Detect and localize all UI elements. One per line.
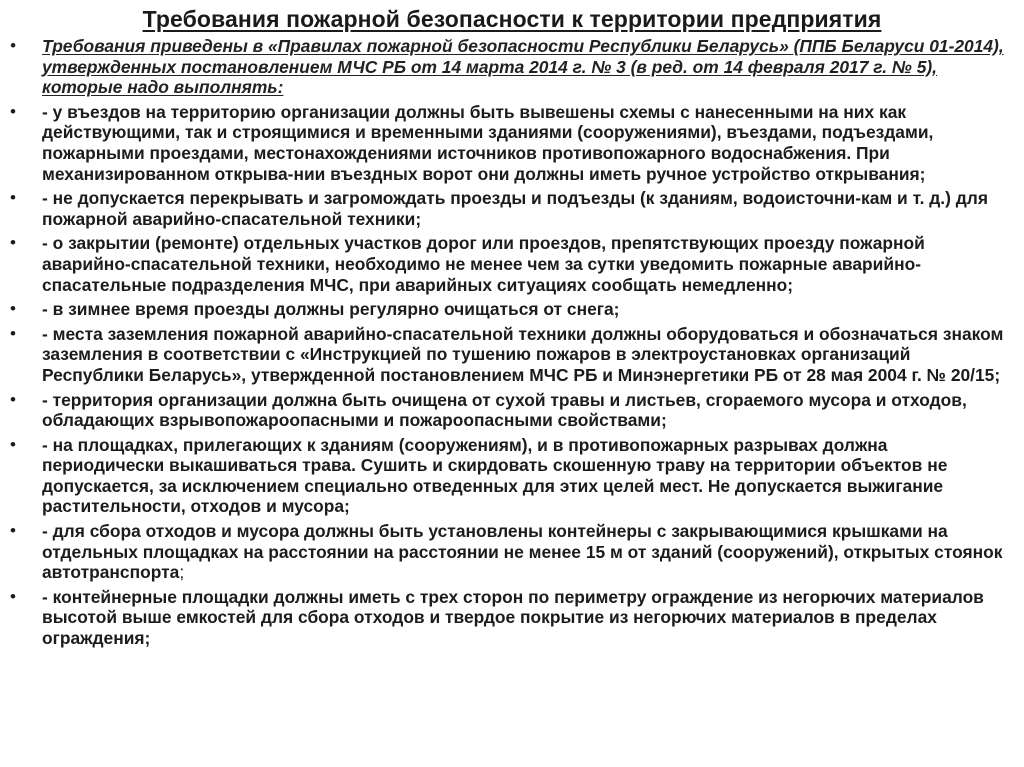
bullet-icon: • (10, 521, 16, 541)
slide-title: Требования пожарной безопасности к территории предприятия (142, 6, 882, 32)
list-item-text: - не допускается перекрывать и загромождать проезды и подъезды (к зданиям, водоисточни-кам и т. д.) для пожарной аварийно-спасательной техники; (42, 188, 988, 229)
list-item-text: - о закрытии (ремонте) отдельных участков дорог или проездов, препятствующих проезду пожарной аварийно-спасательной техники, необходимо не менее чем за сутки уведомить пожарные аварийно-спасательные подразделения МЧС, при аварийных ситуациях сообщать немедленно; (42, 233, 925, 295)
list-item (10, 435, 1014, 517)
bullet-icon: • (10, 389, 16, 409)
list-item-text: - для сбора отходов и мусора должны быть установлены контейнеры с закрывающимися крышками на отдельных площадках на расстоянии на расстоянии не менее 15 м от зданий (сооружений), открытых стоянок автотранспорта (42, 521, 1003, 583)
bullet-icon: • (10, 323, 16, 343)
list-item (10, 390, 1014, 431)
bullet-icon: • (10, 101, 16, 121)
bullet-icon: • (10, 36, 16, 55)
bullet-icon: • (10, 299, 16, 319)
list-item (10, 324, 1014, 386)
list-item-text: - контейнерные площадки должны иметь с трех сторон по периметру ограждение из негорючих материалов высотой выше емкостей для сбора отходов и твердое покрытие из негорючих материалов в пределах ограждения; (42, 586, 984, 649)
list-item-tail: ; (179, 562, 185, 583)
list-item (10, 299, 1014, 320)
list-item-text: - у въездов на территорию организации должны быть вывешены схемы с нанесенными на них как действующими, так и строящимися и временными зданиями (сооружениями), въездами, подъездами, пожарными проездами, местонахождениями источников противопожарного водоснабжения. При механизированном открыва-нии въездных ворот они должны иметь ручное устройство открывания; (42, 101, 934, 184)
list-item (10, 188, 1014, 229)
list-item (10, 233, 1014, 295)
bullet-icon: • (10, 188, 16, 208)
bullet-icon: • (10, 233, 16, 253)
list-item-text: - в зимнее время проезды должны регулярно очищаться от снега; (42, 299, 620, 320)
intro-text: Требования приведены в «Правилах пожарной безопасности Республики Беларусь» (ППБ Беларуси 01-2014), утвержденных постановлением МЧС РБ от 14 марта 2014 г. № 3 (в ред. от 14 февраля 2017 г. № 5), которые надо выполнять: (42, 36, 1004, 98)
list-item (10, 521, 1014, 583)
list-item-text: - на площадках, прилегающих к зданиям (сооружениям), и в противопожарных разрывах должна периодически выкашиваться трава. Сушить и скирдовать скошенную траву на территории объектов не допускается, за исключением специально отведенных для этих целей мест. Не допускается выжигание растительности, отходов и мусора; (42, 434, 948, 517)
list-item-text: - территория организации должна быть очищена от сухой травы и листьев, сгораемого мусора и отходов, обладающих взрывопожароопасными и пожароопасными свойствами; (42, 389, 967, 431)
list-item (10, 102, 1014, 184)
list-item (10, 587, 1014, 649)
bullet-icon: • (10, 586, 16, 606)
bullet-icon: • (10, 434, 16, 454)
list-item-intro (10, 36, 1014, 98)
requirements-list (10, 36, 1014, 649)
list-item-text: - места заземления пожарной аварийно-спасательной техники должны оборудоваться и обозначаться знаком заземления в соответствии с «Инструкцией по тушению пожаров в электроустановках организаций Республики Беларусь», утвержденной постановлением МЧС РБ и Минэнергетики РБ от 28 мая 2004 г. № 20/15; (42, 323, 1004, 385)
